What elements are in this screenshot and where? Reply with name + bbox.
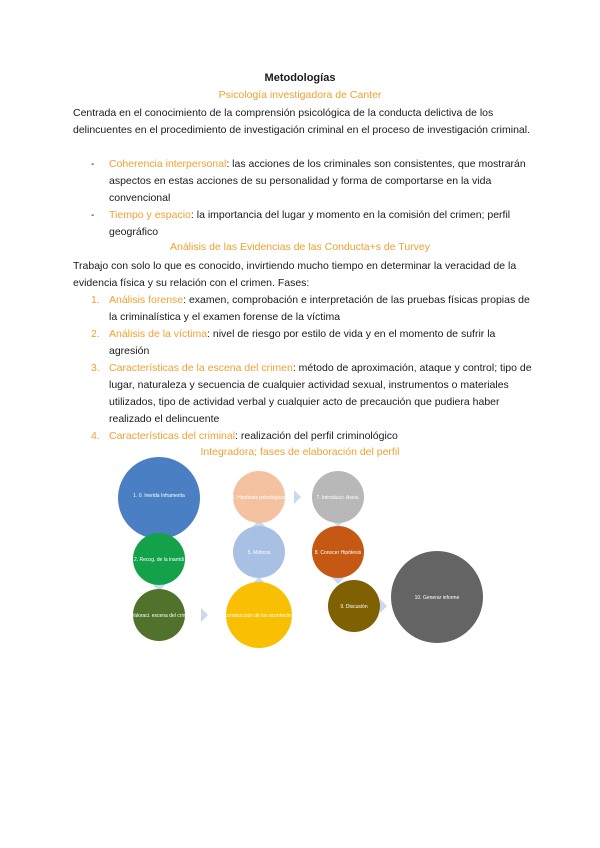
arrow-right-icon [294, 490, 301, 504]
bullet-term: Tiempo y espacio [109, 209, 191, 221]
node-label: 5. Móticos [247, 550, 271, 556]
section-heading-integradora: Integradora; fases de elaboración del perfil [200, 446, 400, 458]
node-label: 8. Conocer Hipótesis [314, 550, 362, 556]
node-label: 1. 0. Inerida Inframerita [133, 493, 185, 499]
page-title: Metodologías [264, 72, 336, 84]
list-text: : nivel de riesgo por estilo de vida y en el momento de sufrir la agresión [109, 328, 496, 357]
diagram-node-4 [213, 582, 306, 648]
bullet-term: Coherencia interpersonal [109, 158, 227, 170]
diagram-node-8 [312, 526, 364, 578]
list-marker: 3. [91, 362, 100, 374]
node-label: 10. Generar informe [414, 595, 460, 601]
bullet-text: : la importancia del lugar y momento en la comisión del crimen; perfil geográfico [109, 209, 511, 238]
diagram-node-9 [328, 580, 380, 632]
node-label: 2. Recog. de la inarridi [133, 557, 185, 563]
list-term: Análisis de la víctima [109, 328, 208, 340]
node-label: 9. Discusión [340, 604, 368, 610]
diagram-node-7 [312, 471, 364, 523]
diagram-node-2 [133, 533, 185, 585]
bullet-marker: - [91, 209, 95, 221]
diagram-node-6 [232, 471, 287, 523]
section-heading-canter: Psicología investigadora de Canter [218, 89, 382, 101]
canter-intro: Centrada en el conocimiento de la comprensión psicológica de la conducta delictiva de los delincuentes en el procedimiento de investigación criminal en el proceso de investigación criminal. [73, 107, 531, 136]
node-label: 7. Introducci. Asesi. [316, 495, 360, 501]
diagram-node-1 [118, 457, 200, 539]
diagram-node-5 [233, 526, 285, 578]
list-text: : examen, comprobación e interpretación de las pruebas físicas propias de la criminalística y el examen forense de la víctima [109, 294, 530, 323]
list-text: : método de aproximación, ataque y control; tipo de lugar, naturaleza y secuencia de cualquier actividad sexual, instrumentos o materiales utilizados, tipo de actividad verbal y cualquier acto de precaución que pudiera haber realizado el delincuente [109, 362, 532, 425]
list-marker: 2. [91, 328, 100, 340]
list-marker: 1. [91, 294, 100, 306]
bullet-text: : las acciones de los criminales son consistentes, que mostrarán aspectos en estas acciones de su personalidad y forma de comportarse en la vida convencional [109, 158, 526, 204]
arrow-right-icon [380, 599, 387, 613]
list-term: Análisis forense [109, 294, 184, 306]
section-heading-turvey: Análisis de las Evidencias de las Conducta+s de Turvey [169, 241, 431, 253]
node-label: 6. Hipótesis psicológicas [231, 495, 287, 501]
bullet-marker: - [91, 158, 95, 170]
list-term: Características de la escena del crimen [109, 362, 293, 374]
diagram-node-3 [126, 589, 193, 641]
arrow-right-icon [201, 608, 208, 622]
list-text: : realización del perfil criminológico [235, 430, 398, 442]
turvey-intro: Trabajo con solo lo que es conocido, invirtiendo mucho tiempo en determinar la veracidad de la evidencia física y su relación con el crimen. Fases: [73, 260, 517, 289]
list-marker: 4. [91, 430, 100, 442]
node-label: 4. Reconstrucción de los acontecimientos [212, 613, 306, 619]
list-term: Características del criminal [109, 430, 236, 442]
diagram-node-10 [391, 551, 483, 643]
node-label: 3. Valoraci. escena del crimen [125, 613, 193, 619]
